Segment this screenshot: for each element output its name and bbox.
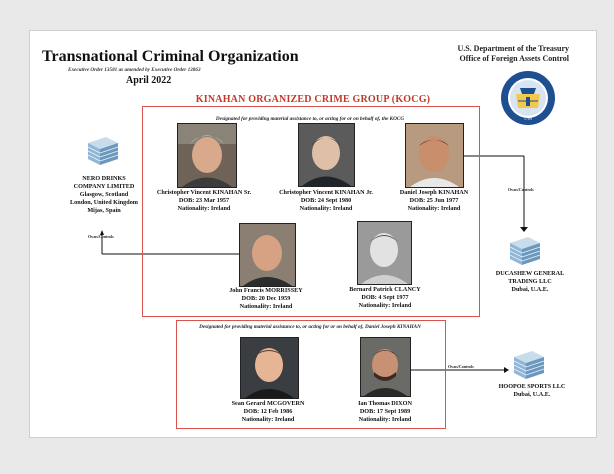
person-dob: DOB: 17 Sept 1989 bbox=[359, 408, 411, 415]
entity-location: Dubai, U.A.E. bbox=[511, 286, 549, 293]
agency-line-2: Office of Foreign Assets Control bbox=[459, 54, 569, 63]
building-icon bbox=[508, 235, 542, 267]
kocg-designated-note: Designated for providing material assistance to, or acting for or on behalf of, the KOCG bbox=[215, 116, 405, 122]
person-nationality: Nationality: Ireland bbox=[241, 416, 295, 423]
photo-dixon bbox=[360, 337, 411, 397]
executive-order-subtitle: Executive Order 13581 as amended by Executive Order 13863 bbox=[68, 67, 201, 73]
building-icon bbox=[86, 135, 120, 167]
person-nationality: Nationality: Ireland bbox=[239, 303, 293, 310]
org-chart-page bbox=[29, 30, 597, 438]
photo-morrissey bbox=[239, 223, 296, 287]
person-nationality: Nationality: Ireland bbox=[358, 416, 412, 423]
entity-name: HOOPOE SPORTS LLC bbox=[498, 383, 566, 390]
person-nationality: Nationality: Ireland bbox=[358, 302, 412, 309]
person-card-7 bbox=[330, 400, 440, 424]
person-dob: DOB: 20 Dec 1959 bbox=[241, 295, 291, 302]
person-name: Christopher Vincent KINAHAN Sr. bbox=[156, 189, 252, 196]
entity-location: Glasgow, Scotland bbox=[79, 191, 129, 198]
person-dob: DOB: 24 Sept 1980 bbox=[300, 197, 352, 204]
person-card-2 bbox=[266, 189, 386, 213]
entity-card-nero-drinks bbox=[44, 175, 164, 215]
entity-name: COMPANY LIMITED bbox=[73, 183, 135, 190]
person-dob: DOB: 25 Jun 1977 bbox=[409, 197, 459, 204]
person-card-4 bbox=[206, 287, 326, 311]
link-label-owns-controls: Owns/Controls bbox=[448, 364, 474, 369]
photo-clancy bbox=[357, 221, 412, 285]
person-card-5 bbox=[330, 286, 440, 310]
entity-name: DUCASHEW GENERAL bbox=[495, 270, 565, 277]
entity-location: Mijas, Spain bbox=[87, 207, 121, 214]
entity-card-hoopoe bbox=[482, 383, 582, 399]
person-name: Bernard Patrick CLANCY bbox=[349, 286, 421, 293]
person-card-6 bbox=[208, 400, 328, 424]
building-icon bbox=[512, 349, 546, 381]
person-dob: DOB: 12 Feb 1986 bbox=[243, 408, 293, 415]
person-name: John Francis MORRISSEY bbox=[229, 287, 303, 294]
photo-kinahan-sr bbox=[177, 123, 237, 188]
photo-mcgovern bbox=[240, 337, 299, 399]
entity-location: Dubai, U.A.E. bbox=[513, 391, 551, 398]
person-card-3 bbox=[384, 189, 484, 213]
entity-name: TRADING LLC bbox=[508, 278, 552, 285]
page-title: Transnational Criminal Organization bbox=[42, 48, 299, 65]
link-label-owns-controls: Owns/Controls bbox=[508, 187, 534, 192]
photo-daniel-kinahan bbox=[405, 123, 464, 188]
associates-designated-note: Designated for providing material assistance to, or acting for or on behalf of, Daniel Joseph KINAHAN bbox=[199, 324, 421, 330]
entity-location: London, United Kingdom bbox=[70, 199, 138, 206]
group-title: KINAHAN ORGANIZED CRIME GROUP (KOCG) bbox=[195, 94, 431, 105]
seal-year: 1789 bbox=[524, 116, 532, 121]
agency-line-1: U.S. Department of the Treasury bbox=[457, 44, 569, 53]
person-name: Ian Thomas DIXON bbox=[358, 400, 412, 407]
entity-name: NERO DRINKS bbox=[82, 175, 126, 182]
page-date: April 2022 bbox=[126, 75, 172, 86]
photo-kinahan-jr bbox=[298, 123, 355, 187]
person-nationality: Nationality: Ireland bbox=[177, 205, 231, 212]
person-name: Sean Gerard MCGOVERN bbox=[231, 400, 305, 407]
person-name: Christopher Vincent KINAHAN Jr. bbox=[279, 189, 373, 196]
person-dob: DOB: 23 Mar 1957 bbox=[178, 197, 230, 204]
person-dob: DOB: 4 Sept 1977 bbox=[361, 294, 409, 301]
person-nationality: Nationality: Ireland bbox=[299, 205, 353, 212]
entity-card-ducashew bbox=[482, 270, 578, 294]
link-label-owns-controls: Owns/Controls bbox=[88, 234, 114, 239]
person-nationality: Nationality: Ireland bbox=[407, 205, 461, 212]
person-name: Daniel Joseph KINAHAN bbox=[399, 189, 469, 196]
